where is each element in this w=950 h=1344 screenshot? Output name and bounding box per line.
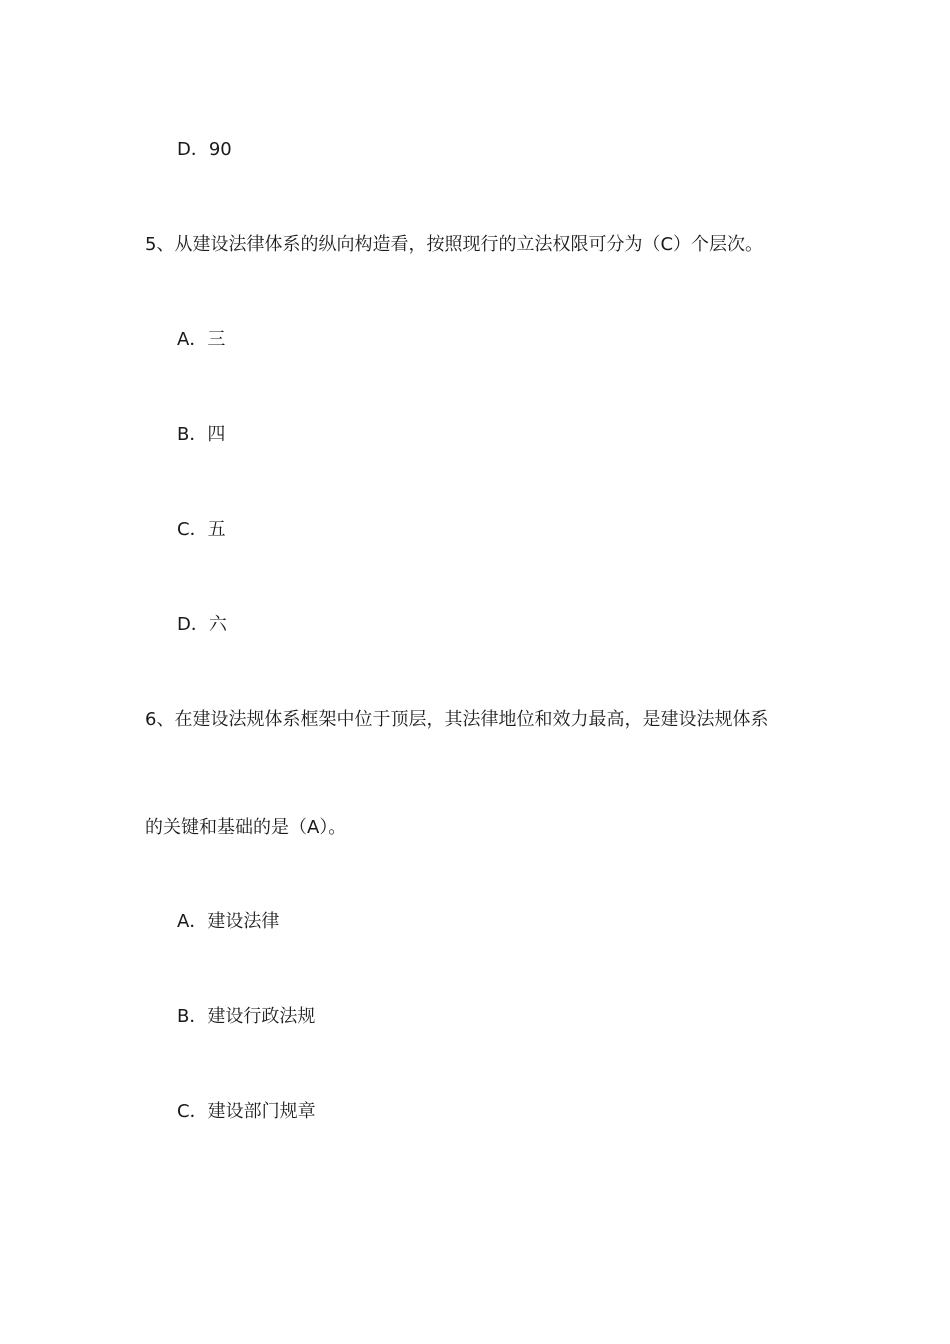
q4-option-d: D．90	[177, 139, 232, 160]
q5-option-b: B．四	[177, 424, 226, 445]
q6-option-b: B．建设行政法规	[177, 1006, 316, 1027]
q5-option-c: C．五	[177, 519, 226, 540]
q5-option-d: D．六	[177, 614, 227, 635]
q5-option-a: A．三	[177, 329, 226, 350]
question-6-line-2: 的关键和基础的是（A）。	[145, 817, 347, 838]
q6-option-c: C．建设部门规章	[177, 1101, 316, 1122]
question-5: 5、从建设法律体系的纵向构造看，按照现行的立法权限可分为（C）个层次。	[145, 234, 764, 255]
q6-option-a: A．建设法律	[177, 911, 280, 932]
question-6-line-1: 6、在建设法规体系框架中位于顶层，其法律地位和效力最高，是建设法规体系	[145, 709, 769, 730]
